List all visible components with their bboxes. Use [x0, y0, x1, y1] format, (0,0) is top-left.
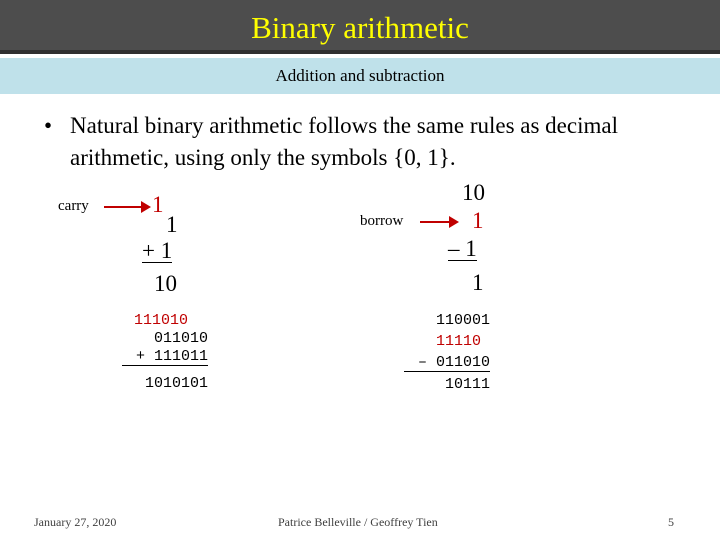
long-add-result: 1010101 — [144, 375, 208, 392]
long-sub-bottom: – 011010 — [404, 354, 490, 372]
long-sub-result: 10111 — [444, 376, 490, 393]
long-sub-top: 11110 — [435, 333, 481, 350]
subtrahend: – 1 — [448, 236, 477, 261]
long-add-carries: 111010 — [134, 312, 189, 329]
slide-subtitle: Addition and subtraction — [275, 66, 445, 85]
addend-2: + 1 — [142, 238, 173, 263]
footer-authors: Patrice Belleville / Geoffrey Tien — [278, 515, 438, 529]
minuend: 1 — [472, 208, 484, 233]
carry-digit: 1 — [152, 192, 164, 217]
addition-sum: 10 — [154, 271, 177, 296]
bullet-text: Natural binary arithmetic follows the same rules as decimal arithmetic, using only the symbols {0, 1}. — [70, 113, 618, 170]
long-sub-borrows: 110001 — [435, 312, 490, 329]
subtraction-result: 1 — [472, 270, 484, 295]
borrow-value: 10 — [462, 180, 485, 205]
long-add-bottom: + 111011 — [122, 348, 208, 366]
borrow-label: borrow — [360, 213, 404, 229]
carry-label: carry — [58, 198, 89, 214]
slide-title: Binary arithmetic — [251, 10, 469, 45]
borrow-arrow-icon — [420, 221, 450, 223]
addend-1: 1 — [166, 212, 178, 237]
footer-page-number: 5 — [668, 515, 674, 529]
footer-date: January 27, 2020 — [34, 515, 117, 529]
carry-arrow-icon — [104, 206, 142, 208]
long-add-top: 011010 — [153, 330, 208, 347]
bullet-symbol: • — [44, 113, 53, 138]
